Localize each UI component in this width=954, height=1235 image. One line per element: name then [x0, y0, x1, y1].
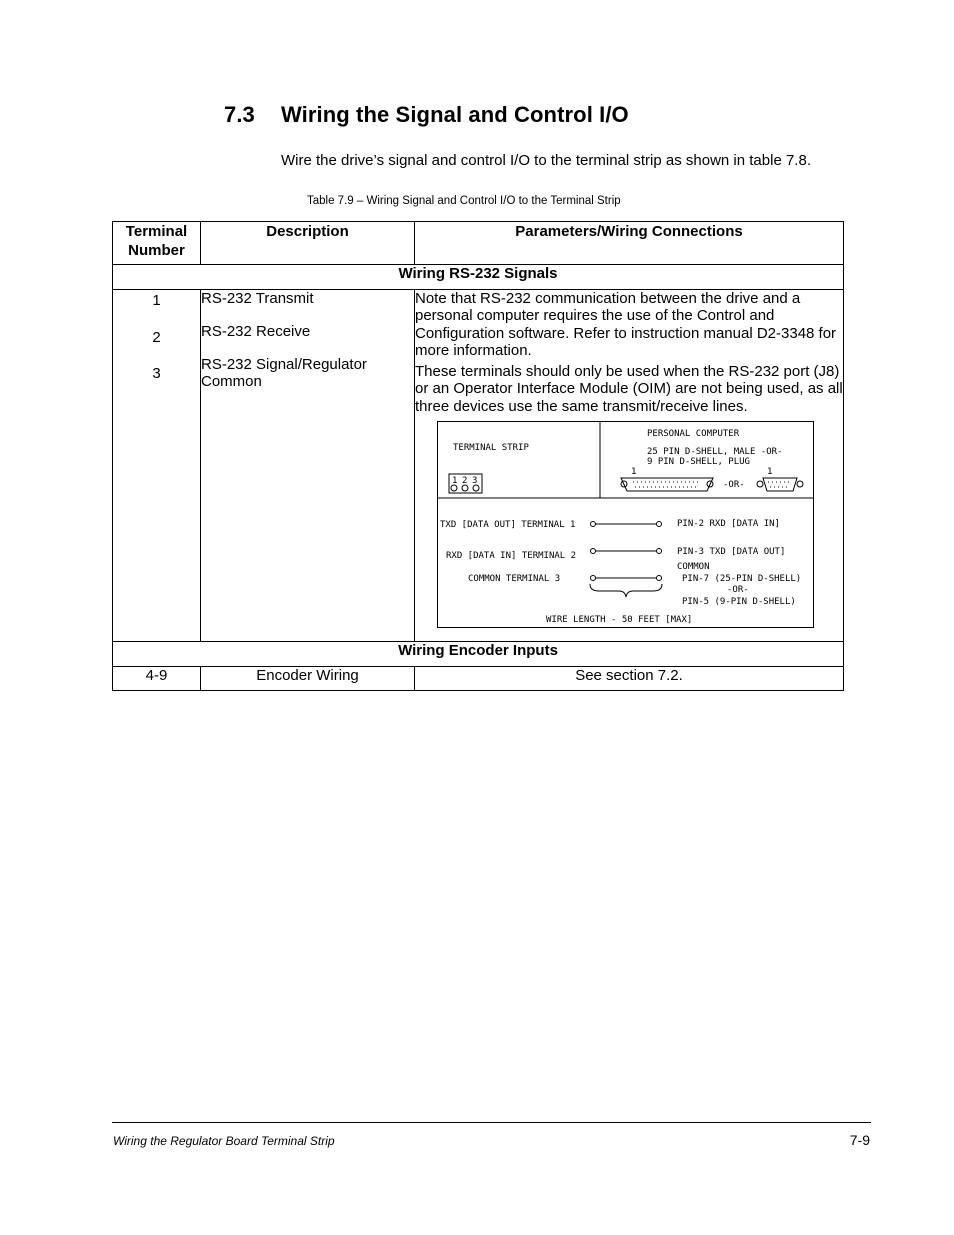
table-row-encoder	[113, 667, 844, 691]
pin5-label: PIN-5 (9-PIN D-SHELL)	[682, 597, 796, 608]
strip-number-1: 1	[452, 476, 458, 487]
wire-2-left-label: RXD [DATA IN] TERMINAL 2	[446, 551, 577, 562]
header-terminal-line2: Number	[128, 242, 185, 259]
table-caption: Table 7.9 – Wiring Signal and Control I/O to the Terminal Strip	[307, 195, 621, 207]
wire-1-start	[591, 522, 596, 527]
section-row-rs232	[113, 265, 844, 290]
table-row-rs232	[113, 290, 844, 642]
section-title-rs232: Wiring RS-232 Signals	[113, 265, 844, 290]
pin1-right-label: 1	[767, 467, 773, 478]
table-header-row	[113, 222, 844, 265]
wire-1-right-label: PIN-2 RXD [DATA IN]	[677, 519, 780, 530]
terminal-numbers-cell	[113, 290, 201, 642]
strip-number-2: 2	[462, 476, 468, 487]
connector-line2: 9 PIN D-SHELL, PLUG	[647, 457, 750, 468]
description-rs232-transmit: RS-232 Transmit	[201, 290, 314, 307]
or-mid-label: -OR-	[727, 585, 749, 596]
description-rs232-common: RS-232 Signal/Regulator Common	[201, 356, 367, 390]
wiring-diagram-wrap	[415, 419, 843, 641]
strip-number-3: 3	[472, 476, 478, 487]
description-rs232-receive: RS-232 Receive	[201, 323, 311, 340]
encoder-description: Encoder Wiring	[201, 667, 415, 691]
wire-bundle-brace	[590, 584, 662, 597]
section-number: 7.3	[224, 102, 255, 127]
param-note-software: Note that RS-232 communication between the drive and a personal computer requires the use of the Control and Configuration software. Refer to instruction manual D2-3348 for more information.	[415, 290, 837, 359]
wire-3-end	[657, 576, 662, 581]
intro-paragraph: Wire the drive’s signal and control I/O to the terminal strip as shown in table 7.8.	[281, 152, 811, 169]
section-heading	[224, 102, 629, 128]
header-terminal-line1: Terminal	[125, 223, 188, 240]
terminal-strip-label: TERMINAL STRIP	[453, 443, 529, 454]
rs232-wiring-diagram	[437, 421, 815, 629]
or-small-label: -OR-	[723, 480, 745, 491]
common-label: COMMON	[677, 562, 710, 573]
header-parameters: Parameters/Wiring Connections	[415, 222, 844, 265]
wiring-table	[112, 221, 844, 691]
terminal-number-2: 2	[152, 328, 161, 346]
wire-2-start	[591, 549, 596, 554]
footer-chapter-title: Wiring the Regulator Board Terminal Strip	[113, 1134, 335, 1148]
db25-connector-icon	[621, 478, 713, 491]
terminal-number-1: 1	[152, 292, 161, 309]
wire-1-left-label: TXD [DATA OUT] TERMINAL 1	[440, 520, 576, 531]
header-description: Description	[201, 222, 415, 265]
parameters-cell	[415, 290, 844, 642]
wire-2-right-label: PIN-3 TXD [DATA OUT]	[677, 547, 786, 558]
footer-page-number: 7-9	[849, 1132, 870, 1148]
param-note-usage: These terminals should only be used when the RS-232 port (J8) or an Operator Interface Module (OIM) are not being used, as all three devices use the same transmit/receive lines.	[415, 363, 843, 415]
wire-3-right-label: PIN-7 (25-PIN D-SHELL)	[682, 574, 802, 585]
pc-label: PERSONAL COMPUTER	[647, 429, 740, 440]
db9-connector-icon	[763, 478, 797, 491]
wire-3-start	[591, 576, 596, 581]
terminal-number-3: 3	[152, 365, 161, 382]
wire-1-end	[657, 522, 662, 527]
wire-2-end	[657, 549, 662, 554]
footer-rule	[112, 1122, 871, 1123]
section-title-encoder: Wiring Encoder Inputs	[113, 642, 844, 667]
pin1-left-label: 1	[631, 467, 637, 478]
section-title: Wiring the Signal and Control I/O	[281, 102, 629, 127]
encoder-terminal: 4-9	[113, 667, 201, 691]
connector-line1: 25 PIN D-SHELL, MALE -OR-	[647, 447, 783, 458]
descriptions-cell	[201, 290, 415, 642]
encoder-params: See section 7.2.	[415, 667, 844, 691]
wire-3-left-label: COMMON TERMINAL 3	[468, 574, 561, 585]
header-terminal-number	[113, 222, 201, 265]
wire-length-label: WIRE LENGTH - 50 FEET [MAX]	[546, 615, 693, 626]
section-row-encoder	[113, 642, 844, 667]
